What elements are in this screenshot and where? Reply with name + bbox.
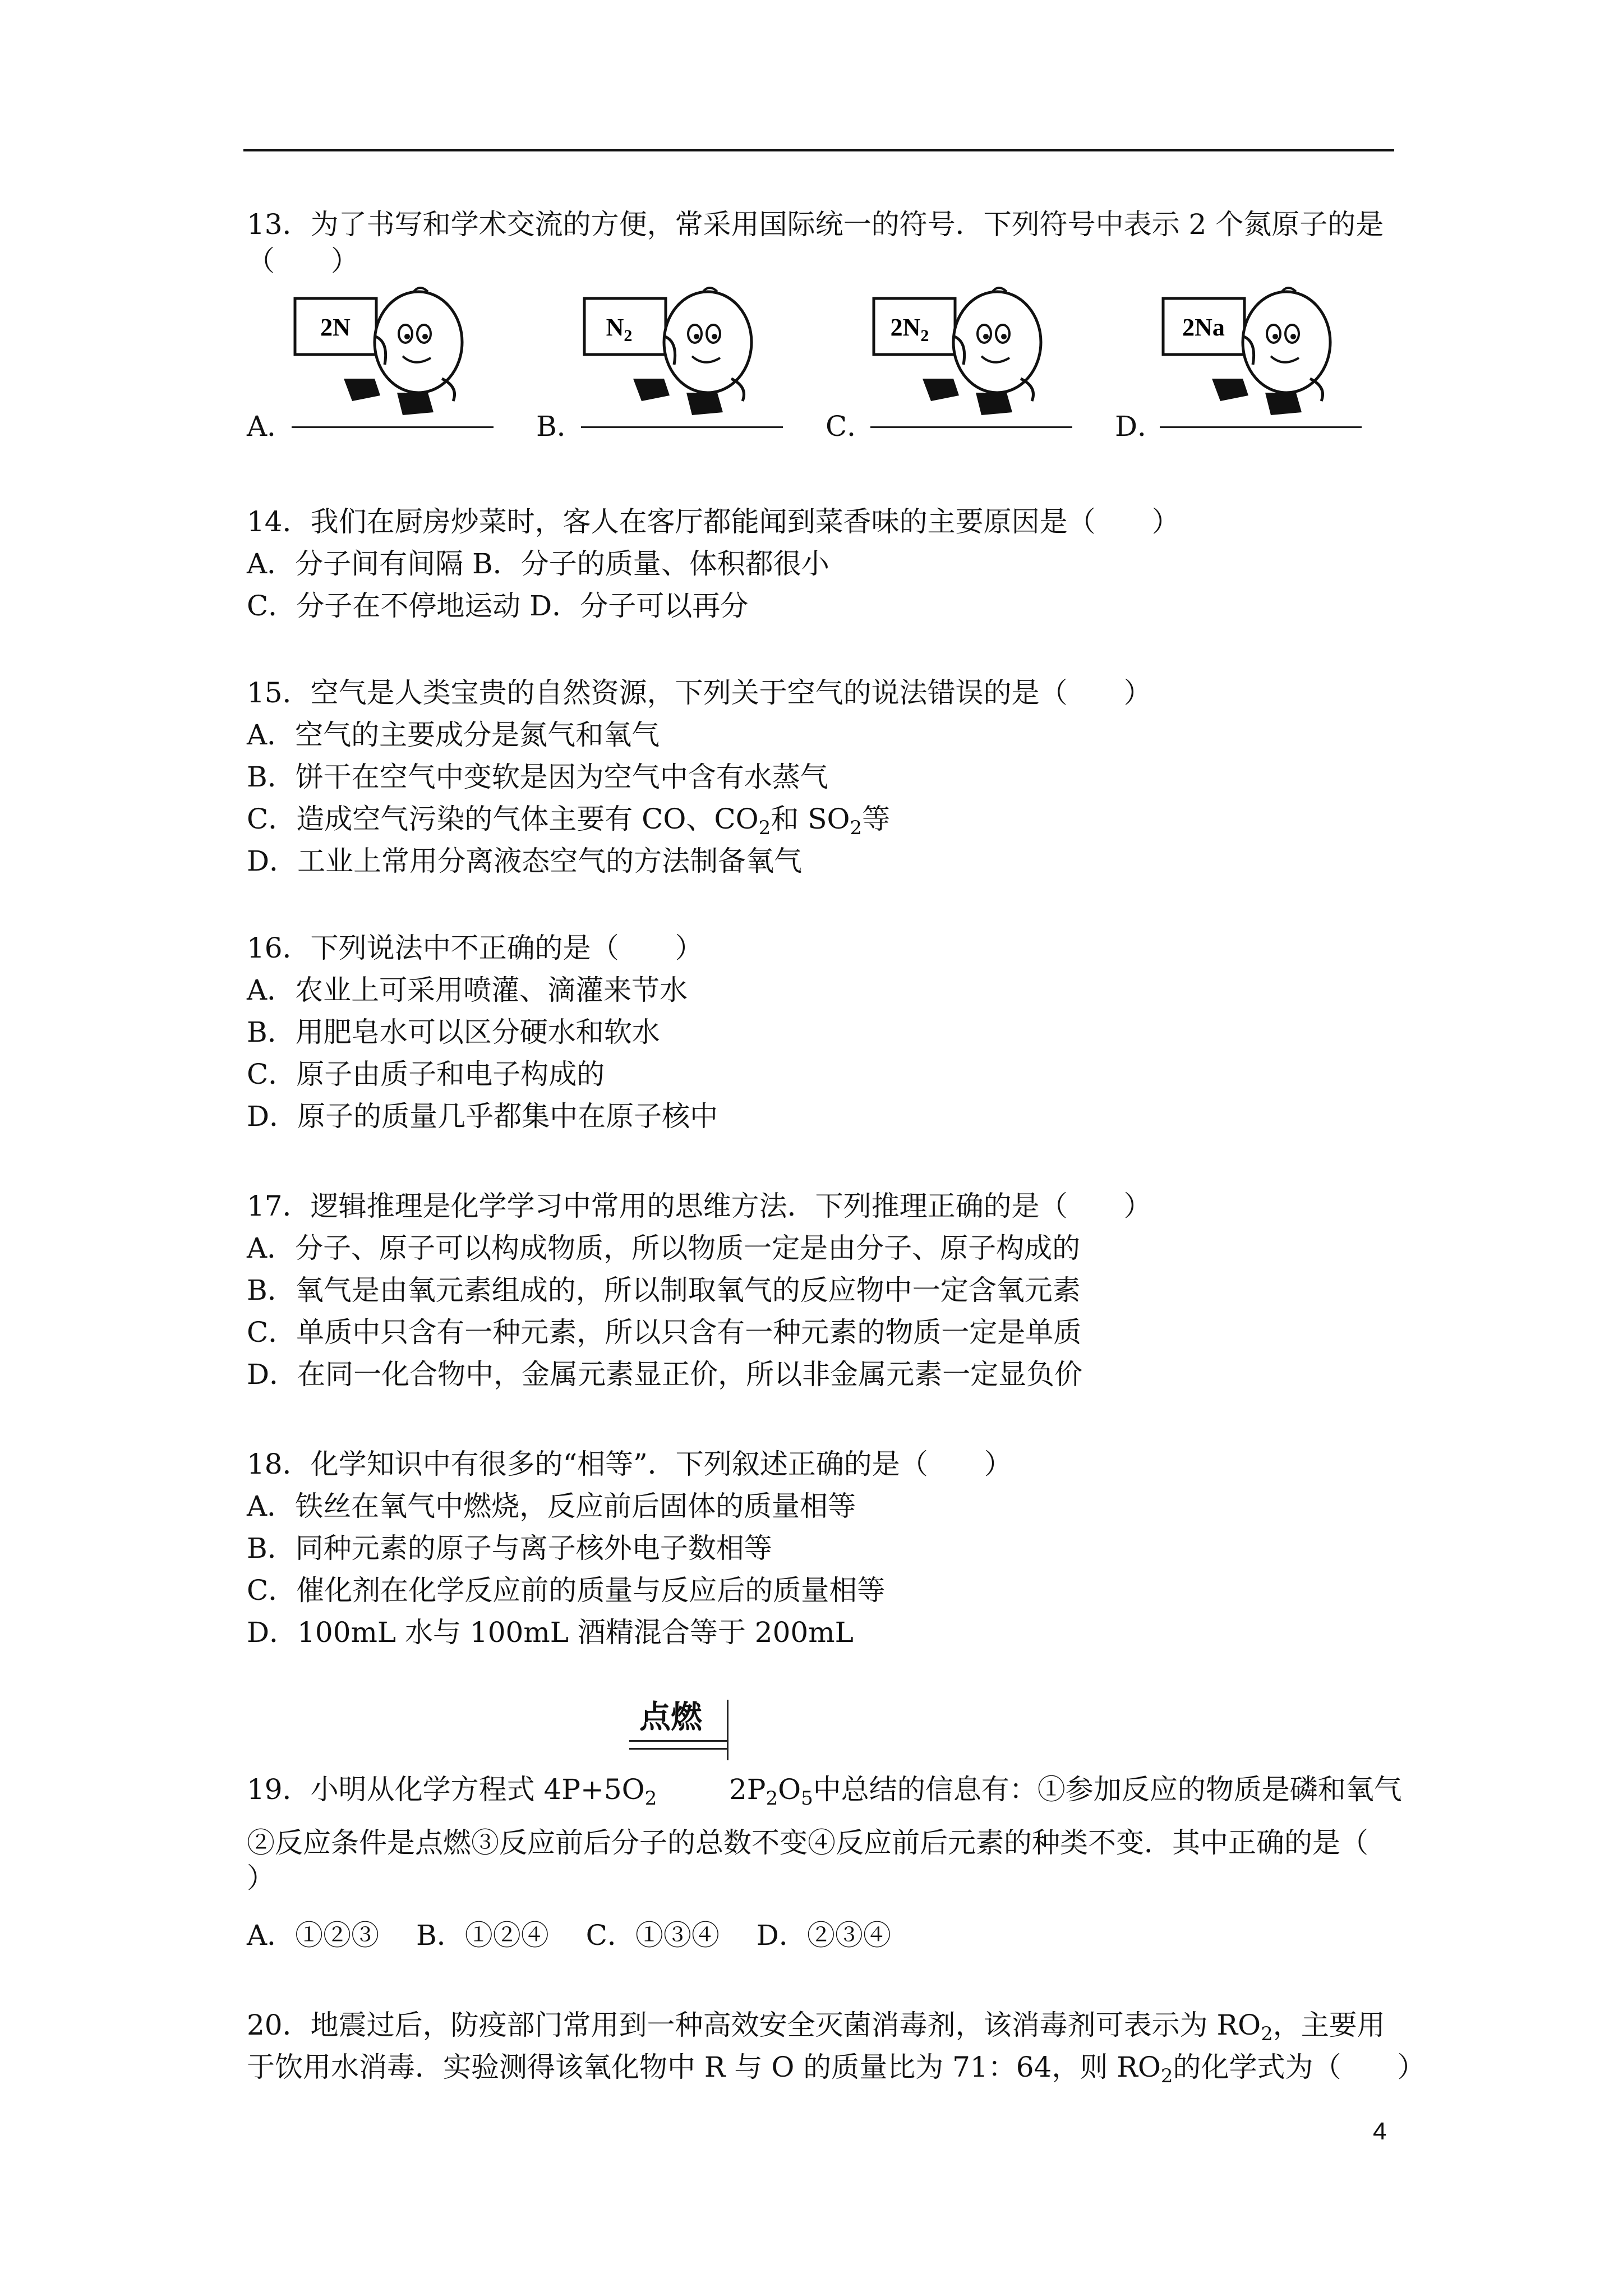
q18-stem: 18．化学知识中有很多的“相等”．下列叙述正确的是（ ）: [247, 1448, 1012, 1480]
q14-options-cd[interactable]: C．分子在不停地运动 D．分子可以再分: [247, 590, 749, 622]
sign-sub-c: 2: [920, 326, 929, 345]
sign-text-b: N: [606, 314, 624, 341]
q15-stem: 15．空气是人类宝贵的自然资源，下列关于空气的说法错误的是（ ）: [247, 677, 1152, 709]
q15-option-d[interactable]: D．工业上常用分离液态空气的方法制备氧气: [247, 845, 803, 877]
sign-text-a: 2N: [320, 314, 351, 341]
q20-stem-line2: [247, 2050, 1426, 2093]
q15-option-a[interactable]: A．空气的主要成分是氮气和氧气: [247, 719, 660, 751]
q17-option-b[interactable]: B．氧气是由氧元素组成的，所以制取氧气的反应物中一定含氧元素: [247, 1274, 1081, 1306]
q13-option-a[interactable]: A．: [247, 410, 296, 443]
q13-option-c[interactable]: C．: [826, 410, 875, 443]
sign-sub-b: 2: [624, 326, 633, 345]
q19-product-sub2: 5: [801, 1787, 813, 1810]
q18-option-c[interactable]: C．催化剂在化学反应前的质量与反应后的质量相等: [247, 1574, 886, 1607]
q18-option-a[interactable]: A．铁丝在氧气中燃烧，反应前后固体的质量相等: [247, 1490, 856, 1522]
q13-option-d[interactable]: D．: [1115, 410, 1166, 443]
cartoon-sign-c: [869, 280, 1054, 432]
option-b-underline: [581, 426, 783, 428]
q15-c-end: 等: [862, 803, 891, 835]
q15-c-sub1: 2: [758, 817, 771, 839]
q19-stem-line3: ）: [247, 1862, 275, 1894]
q15-c-sub2: 2: [850, 817, 863, 839]
q18-option-b[interactable]: B．同种元素的原子与离子核外电子数相等: [247, 1532, 772, 1565]
q20-line2-sub: 2: [1160, 2065, 1173, 2087]
q16-stem: 16．下列说法中不正确的是（ ）: [247, 932, 703, 964]
equation-line-bottom: [629, 1748, 728, 1750]
q17-option-c[interactable]: C．单质中只含有一种元素，所以只含有一种元素的物质一定是单质: [247, 1316, 1082, 1349]
q19-stem-right: [729, 1773, 1402, 1815]
q19-product: 2P: [729, 1773, 766, 1806]
q19-options[interactable]: A．①②③ B．①②④ C．①③④ D．②③④: [247, 1919, 891, 1952]
q19-o2-sub: 2: [644, 1787, 657, 1810]
cartoon-sign-b: [580, 280, 765, 432]
q15-c-text: C．造成空气污染的气体主要有 CO、CO: [247, 803, 759, 835]
reaction-condition: 点燃: [639, 1699, 702, 1736]
q17-option-d[interactable]: D．在同一化合物中，金属元素显正价，所以非金属元素一定显负价: [247, 1358, 1083, 1391]
q17-stem: 17．逻辑推理是化学学习中常用的思维方法．下列推理正确的是（ ）: [247, 1190, 1152, 1222]
q20-line2-text: 于饮用水消毒．实验测得该氧化物中 R 与 O 的质量比为 71：64，则 RO: [247, 2051, 1161, 2083]
q17-option-a[interactable]: A．分子、原子可以构成物质，所以物质一定是由分子、原子构成的: [247, 1232, 1081, 1264]
q19-stem: [247, 1773, 657, 1815]
q16-option-d[interactable]: D．原子的质量几乎都集中在原子核中: [247, 1100, 718, 1133]
q16-option-c[interactable]: C．原子由质子和电子构成的: [247, 1058, 605, 1091]
q13-stem: 13．为了书写和学术交流的方便，常采用国际统一的符号．下列符号中表示 2 个氮原子的是: [247, 208, 1384, 241]
page-number: 4: [1373, 2118, 1387, 2145]
header-rule: [243, 149, 1394, 151]
q19-stem-end: 中总结的信息有：①参加反应的物质是磷和氧气: [813, 1773, 1402, 1806]
q16-option-b[interactable]: B．用肥皂水可以区分硬水和软水: [247, 1016, 660, 1048]
q19-stem-line2: ②反应条件是点燃③反应前后分子的总数不变④反应前后元素的种类不变．其中正确的是（: [247, 1826, 1368, 1859]
cartoon-sign-a: [291, 280, 476, 432]
q13-paren: （ ）: [247, 245, 359, 277]
q18-option-d[interactable]: D．100mL 水与 100mL 酒精混合等于 200mL: [247, 1616, 854, 1649]
equation-line-vertical: [727, 1700, 728, 1760]
option-d-underline: [1160, 426, 1362, 428]
sign-text-d: 2Na: [1182, 314, 1225, 341]
q19-product-o: O: [778, 1773, 801, 1806]
option-c-underline: [870, 426, 1072, 428]
q13-option-b[interactable]: B．: [536, 410, 585, 443]
cartoon-sign-d: [1159, 280, 1344, 432]
q20-line1-end: ，主要用: [1272, 2009, 1385, 2041]
q16-option-a[interactable]: A．农业上可采用喷灌、滴灌来节水: [247, 974, 688, 1006]
sign-text-c: 2N: [890, 314, 921, 341]
q20-line2-end: 的化学式为（ ）: [1173, 2051, 1426, 2083]
q19-stem-text: 19．小明从化学方程式 4P+5O: [247, 1773, 645, 1806]
q20-line1-sub: 2: [1261, 2023, 1273, 2045]
q20-stem-line1: [247, 2008, 1385, 2051]
q15-option-c[interactable]: [247, 802, 890, 845]
q14-options-ab[interactable]: A．分子间有间隔 B．分子的质量、体积都很小: [247, 547, 829, 580]
q19-product-sub1: 2: [766, 1787, 778, 1810]
q14-stem: 14．我们在厨房炒菜时，客人在客厅都能闻到菜香味的主要原因是（ ）: [247, 505, 1180, 538]
q15-option-b[interactable]: B．饼干在空气中变软是因为空气中含有水蒸气: [247, 761, 828, 793]
q15-c-mid: 和 SO: [771, 803, 850, 835]
equation-line-top: [629, 1740, 728, 1742]
option-a-underline: [292, 426, 494, 428]
q20-line1-text: 20．地震过后，防疫部门常用到一种高效安全灭菌消毒剂，该消毒剂可表示为 RO: [247, 2009, 1261, 2041]
